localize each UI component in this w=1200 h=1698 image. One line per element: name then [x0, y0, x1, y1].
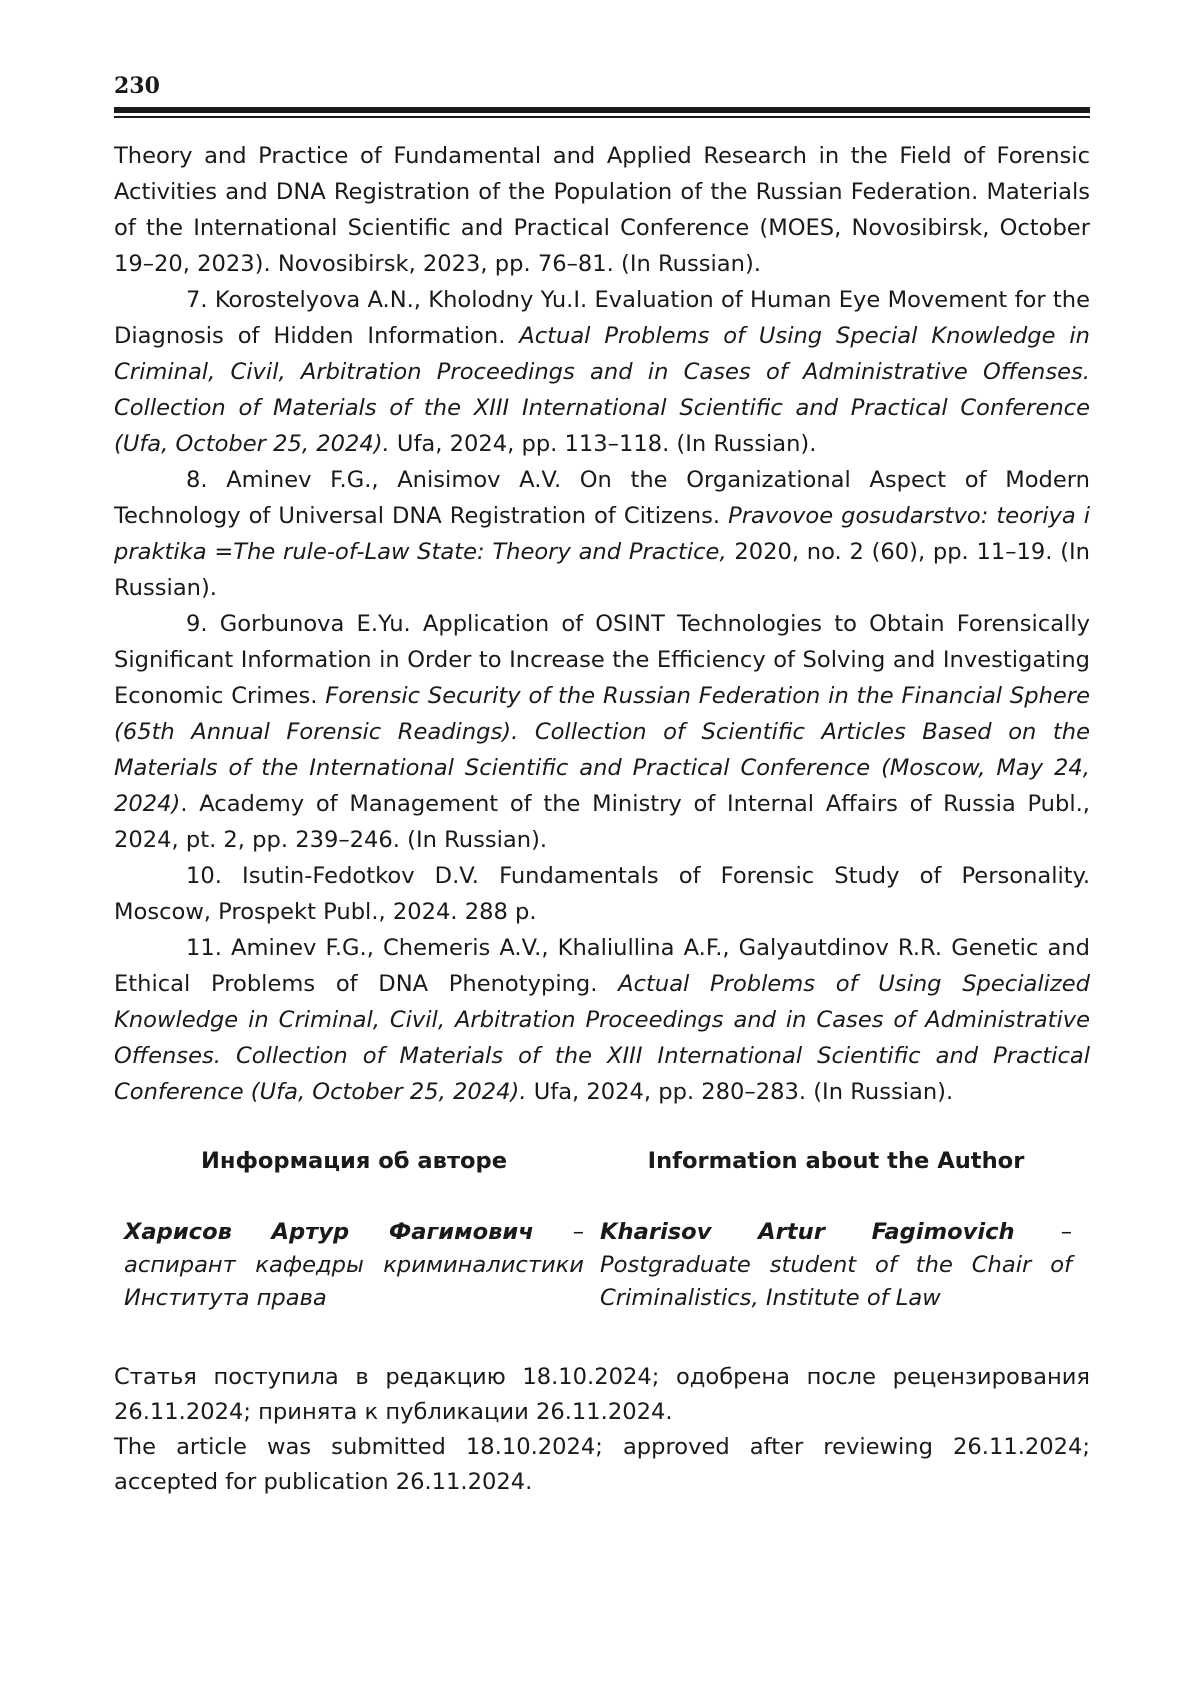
reference-lead: 9. Gorbunova E.Yu. Application of OSINT Technologies to Obtain Forensically Significant Information in Order to Increase the Efficiency of Solving and Investigating Economic Crimes.	[114, 611, 1090, 709]
reference-tail: Ufa, 2024, pp. 280–283. (In Russian).	[526, 1079, 954, 1105]
reference-source: Pravovoe gosudarstvo: teoriya i praktika =The rule-of-Law State: Theory and Practice,	[114, 503, 1090, 565]
page-number: 230	[114, 73, 160, 99]
author-name-en: Kharisov Artur Fagimovich	[600, 1219, 1015, 1245]
author-dash-ru: –	[533, 1219, 585, 1245]
reference-lead: 8. Aminev F.G., Anisimov A.V. On the Organizational Aspect of Modern Technology of Universal DNA Registration of Citizens.	[114, 467, 1090, 529]
header-rule-thin	[114, 116, 1090, 118]
reference-tail: 2020, no. 2 (60), pp. 11–19. (In Russian).	[114, 539, 1090, 601]
author-heading-en: Information about the Author	[647, 1148, 1025, 1174]
reference-lead: 7. Korostelyova A.N., Kholodny Yu.I. Evaluation of Human Eye Movement for the Diagnosis of Hidden Information.	[114, 287, 1090, 349]
reference-item-8	[114, 462, 1090, 606]
article-dates-en: The article was submitted 18.10.2024; approved after reviewing 26.11.2024; accepted for publication 26.11.2024.	[114, 1434, 1090, 1495]
author-position-ru: аспирант кафедры криминалистики Института права	[124, 1252, 584, 1311]
reference-tail: . Academy of Management of the Ministry of Internal Affairs of Russia Publ., 2024, pt. 2, pp. 239–246. (In Russian).	[114, 791, 1090, 853]
author-info-section	[114, 1146, 1090, 1326]
reference-source: Actual Problems of Using Special Knowledge in Criminal, Civil, Arbitration Proceedings and in Cases of Administrative Offenses. Collection of Materials of the XIII International Scientific and Practical Conference (Ufa, October 25, 2024).	[114, 323, 1090, 457]
author-info-ru	[124, 1146, 584, 1315]
header-rule-thick	[114, 107, 1090, 113]
references-list	[114, 138, 1090, 1110]
reference-lead: 11. Aminev F.G., Chemeris A.V., Khaliullina A.F., Galyautdinov R.R. Genetic and Ethical Problems of DNA Phenotyping.	[114, 935, 1090, 997]
reference-source: Forensic Security of the Russian Federation in the Financial Sphere (65th Annual Forensic Readings). Collection of Scientific Articles Based on the Materials of the International Scientific and Practical Conference (Moscow, May 24, 2024)	[114, 683, 1090, 817]
reference-continuation: Theory and Practice of Fundamental and Applied Research in the Field of Forensic Activities and DNA Registration of the Population of the Russian Federation. Materials of the International Scientific and Practical Conference (MOES, Novosibirsk, October 19–20, 2023). Novosibirsk, 2023, pp. 76–81. (In Russian).	[114, 143, 1090, 277]
reference-source: Actual Problems of Using Specialized Knowledge in Criminal, Civil, Arbitration Proceedings and in Cases of Administrative Offenses. Collection of Materials of the XIII International Scientific and Practical Conference (Ufa, October 25, 2024).	[114, 971, 1090, 1105]
reference-item-10	[114, 858, 1090, 930]
author-name-ru: Харисов Артур Фагимович	[124, 1219, 534, 1245]
reference-lead: 10. Isutin-Fedotkov D.V. Fundamentals of Forensic Study of Personality. Moscow, Prospekt Publ., 2024. 288 p.	[114, 863, 1090, 925]
reference-item-11	[114, 930, 1090, 1110]
article-dates-ru: Статья поступила в редакцию 18.10.2024; одобрена после рецензирования 26.11.2024; принята к публикации 26.11.2024.	[114, 1364, 1090, 1425]
reference-item-7	[114, 282, 1090, 462]
reference-tail: Ufa, 2024, pp. 113–118. (In Russian).	[389, 431, 817, 457]
author-heading-ru: Информация об авторе	[200, 1148, 508, 1174]
reference-item-9	[114, 606, 1090, 858]
author-dash-en: –	[1014, 1219, 1072, 1245]
author-position-en: Postgraduate student of the Chair of Criminalistics, Institute of Law	[600, 1252, 1072, 1311]
author-description-ru	[124, 1216, 584, 1315]
author-description-en	[600, 1216, 1072, 1315]
author-info-en	[600, 1146, 1072, 1315]
article-dates	[114, 1360, 1090, 1500]
